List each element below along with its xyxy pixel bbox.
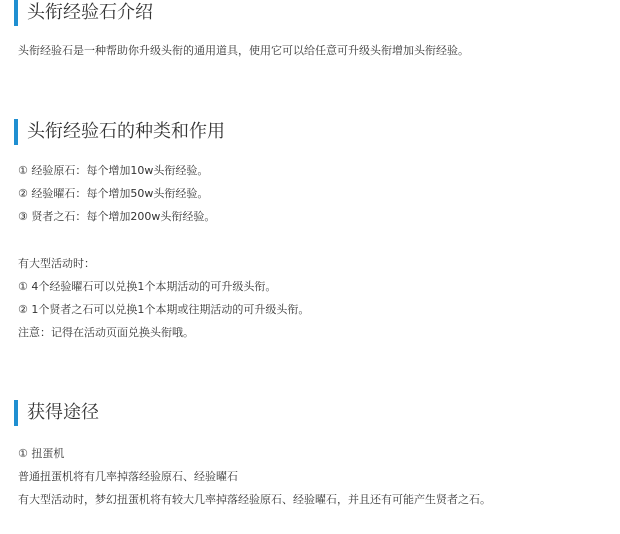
- section-title-sources: 获得途径: [14, 400, 99, 426]
- reminder-note: 注意：记得在活动页面兑换头衔哦。: [18, 326, 194, 339]
- source-gacha-heading: ① 扭蛋机: [18, 447, 65, 460]
- intro-description: 头衔经验石是一种帮助你升级头衔的通用道具，使用它可以给任意可升级头衔增加头衔经验。: [18, 44, 469, 57]
- event-note-heading: 有大型活动时：: [18, 257, 95, 270]
- list-item-raw-stone: ① 经验原石：每个增加10w头衔经验。: [18, 164, 209, 177]
- section-title-intro: 头衔经验石介绍: [14, 0, 153, 26]
- source-normal-gacha: 普通扭蛋机将有几率掉落经验原石、经验曜石: [18, 470, 238, 483]
- list-item-obsidian-stone: ② 经验曜石：每个增加50w头衔经验。: [18, 187, 209, 200]
- event-note-item-2: ② 1个贤者之石可以兑换1个本期或往期活动的可升级头衔。: [18, 303, 310, 316]
- source-event-gacha: 有大型活动时，梦幻扭蛋机将有较大几率掉落经验原石、经验曜石，并且还有可能产生贤者之石。: [18, 493, 491, 506]
- list-item-sage-stone: ③ 贤者之石：每个增加200w头衔经验。: [18, 210, 216, 223]
- section-title-types: 头衔经验石的种类和作用: [14, 119, 225, 145]
- event-note-item-1: ① 4个经验曜石可以兑换1个本期活动的可升级头衔。: [18, 280, 277, 293]
